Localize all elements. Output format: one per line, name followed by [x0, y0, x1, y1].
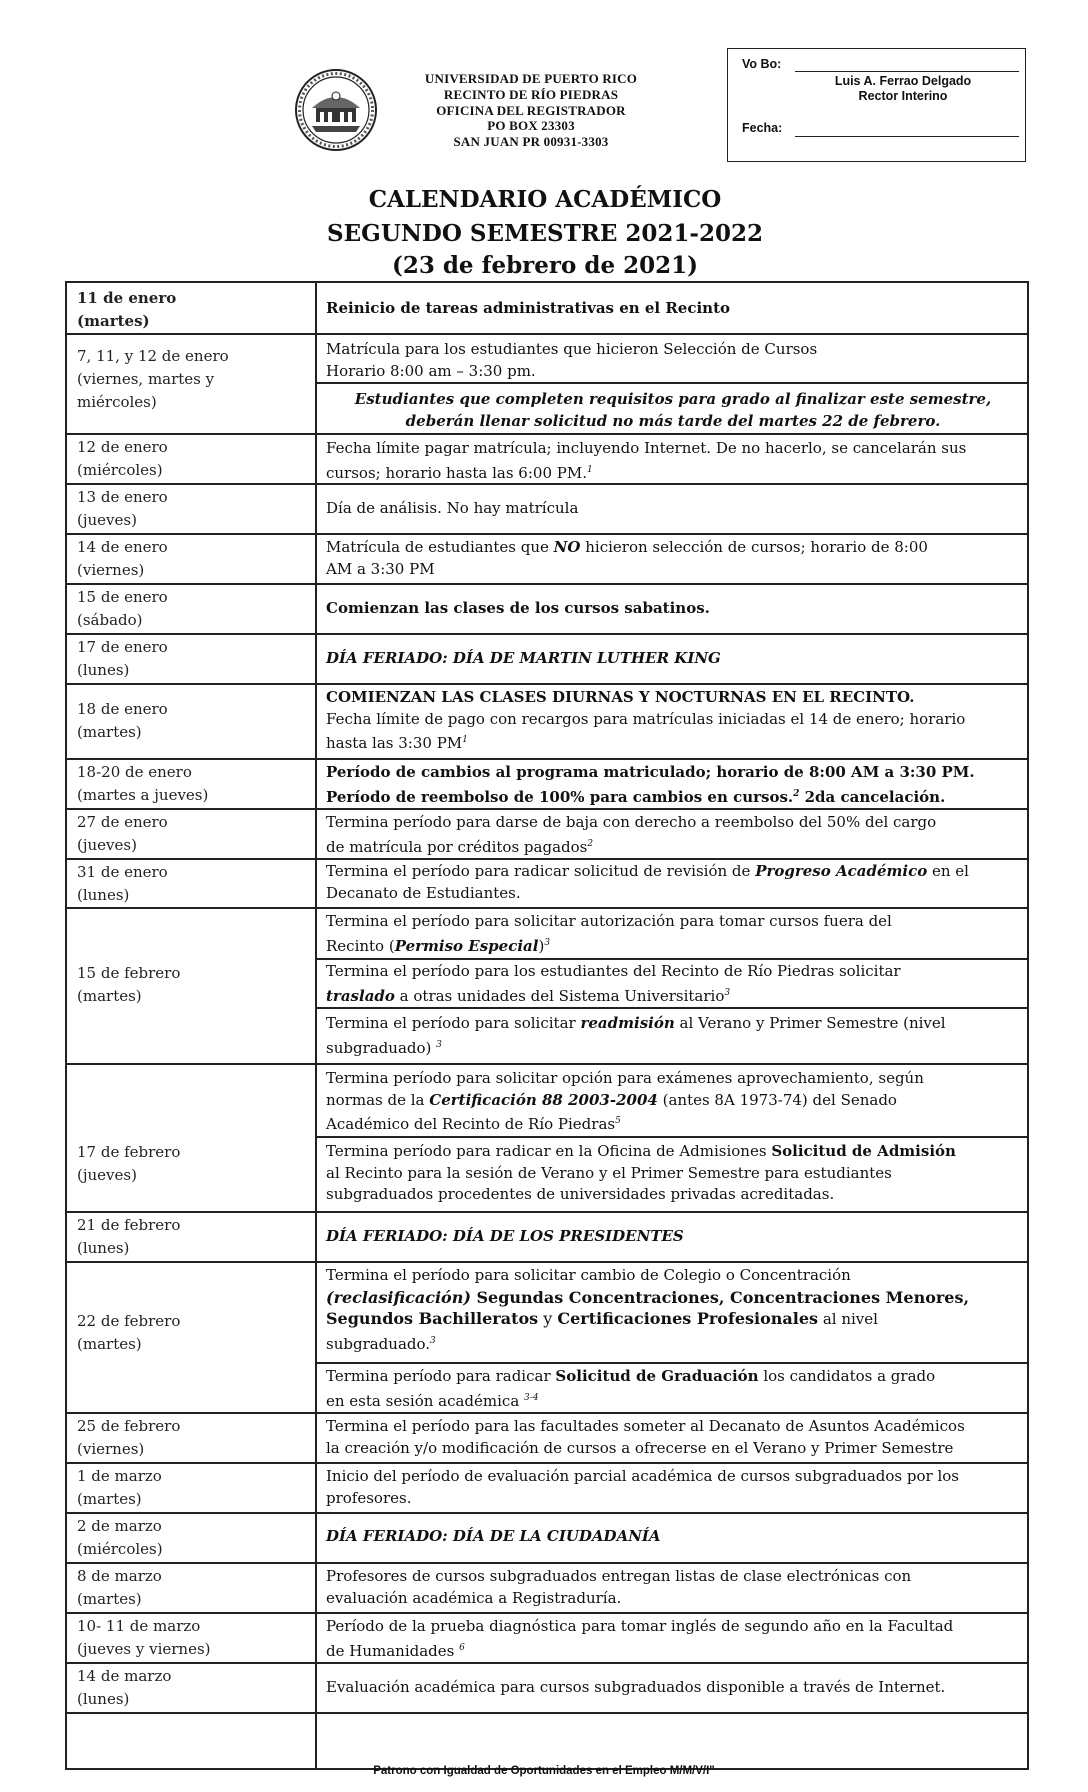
univ-line: RECINTO DE RÍO PIEDRAS	[443, 86, 619, 102]
row-date: 21 de febrero (lunes)	[77, 1216, 181, 1257]
approval-box	[727, 48, 1026, 162]
row-description: Comienzan las clases de los cursos sabatinos.	[326, 599, 710, 617]
row-description: Matrícula de estudiantes que NO hicieron selección de cursos; horario de 8:00 AM a 3:30 PM	[326, 538, 928, 578]
row-description: DÍA FERIADO: DÍA DE LOS PRESIDENTES	[326, 1227, 684, 1245]
row-subentry: Termina el período para solicitar autorización para tomar cursos fuera del Recinto (Permiso Especial)$^3$	[326, 912, 892, 955]
row-description: DÍA FERIADO: DÍA DE LA CIUDADANÍA	[326, 1527, 661, 1545]
row-date: 15 de febrero (martes)	[77, 964, 181, 1005]
row-description: DÍA FERIADO: DÍA DE MARTIN LUTHER KING	[326, 649, 721, 667]
row-description: Termina período para darse de baja con derecho a reembolso del 50% del cargo de matrícula por créditos pagados$^2$	[326, 813, 937, 856]
row-date: 14 de marzo (lunes)	[77, 1667, 172, 1708]
row-description: Inicio del período de evaluación parcial académica de cursos subgraduados por los profesores.	[326, 1467, 959, 1507]
equal-opportunity-footer: Patrono con Igualdad de Oportunidades en el Empleo M/M/V/I"	[373, 1765, 715, 1777]
row-description: COMIENZAN LAS CLASES DIURNAS Y NOCTURNAS EN EL RECINTO. Fecha límite de pago con recargos para matrículas iniciadas el 14 de enero; horario hasta las 3:30 $PM^1$	[326, 688, 966, 752]
row-date: 15 de enero (sábado)	[77, 588, 168, 629]
row-date: 8 de marzo (martes)	[77, 1567, 162, 1608]
row-date: 10- 11 de marzo (jueves y viernes)	[77, 1617, 211, 1658]
row-date: 12 de enero (miércoles)	[77, 438, 168, 479]
page-title: CALENDARIO ACADÉMICO	[368, 186, 722, 213]
univ-line: OFICINA DEL REGISTRADOR	[436, 102, 626, 118]
row-description: Período de la prueba diagnóstica para tomar inglés de segundo año en la Facultad de Humanidades $^6$	[326, 1617, 954, 1660]
row-date: 22 de febrero (martes)	[77, 1312, 181, 1353]
row-description: Período de cambios al programa matriculado; horario de 8:00 AM a 3:30 PM. Período de reembolso de 100% para cambios en cursos.$^2$ 2da cancelación.	[326, 763, 975, 806]
row-subentry: Termina período para radicar en la Oficina de Admisiones Solicitud de Admisión al Recinto para la sesión de Verano y el Primer Semestre para estudiantes subgraduados procedentes de universidades privadas acreditadas.	[326, 1142, 956, 1203]
column-divider	[315, 283, 317, 1768]
row-subentry: Termina período para radicar Solicitud de Graduación los candidatos a grado en esta sesión académica $^{3-4}$	[326, 1367, 936, 1410]
row-date: 2 de marzo (miércoles)	[77, 1517, 163, 1558]
row-description: Termina el período para las facultades someter al Decanato de Asuntos Académicos la creación y/o modificación de cursos a ofrecerse en el Verano y Primer Semestre	[326, 1417, 965, 1457]
univ-line: PO BOX 23303	[487, 118, 575, 134]
row-date: 18-20 de enero (martes a jueves)	[77, 763, 209, 804]
row-date: 31 de enero (lunes)	[77, 863, 168, 904]
row-date: 11 de enero (martes)	[77, 289, 177, 330]
row-date: 17 de enero (lunes)	[77, 638, 168, 679]
university-seal-logo	[294, 68, 378, 152]
vobo-label: Vo Bo:	[742, 57, 782, 71]
row-date: 25 de febrero (viernes)	[77, 1417, 181, 1458]
row-description: Evaluación académica para cursos subgraduados disponible a través de Internet.	[326, 1678, 946, 1696]
row-date: 27 de enero (jueves)	[77, 813, 168, 854]
signer-name: Luis A. Ferrao Delgado	[834, 74, 972, 88]
page-date: (23 de febrero de 2021)	[391, 252, 699, 279]
row-description: Matrícula para los estudiantes que hicieron Selección de Cursos Horario 8:00 am – 3:30 pm.	[326, 340, 818, 380]
univ-line: SAN JUAN PR 00931-3303	[453, 134, 609, 150]
vobo-signature-line	[795, 71, 1019, 72]
row-description: Profesores de cursos subgraduados entregan listas de clase electrónicas con evaluación académica a Registraduría.	[326, 1567, 912, 1607]
university-address-block	[396, 71, 666, 150]
signer-block	[788, 74, 1018, 104]
fecha-line	[795, 136, 1019, 137]
signer-title: Rector Interino	[858, 89, 948, 103]
row-description: Reinicio de tareas administrativas en el Recinto	[326, 299, 731, 317]
row-description-note: Estudiantes que completen requisitos para grado al finalizar este semestre, deberán llenar solicitud no más tarde del martes 22 de febrero.	[354, 390, 992, 430]
row-description: Fecha límite pagar matrícula; incluyendo Internet. De no hacerlo, se cancelarán sus cursos; horario hasta las 6:00 PM.$^1$	[326, 439, 967, 482]
row-date: 7, 11, y 12 de enero (viernes, martes y miércoles)	[77, 347, 229, 411]
row-date: 17 de febrero (jueves)	[77, 1143, 181, 1184]
row-date: 14 de enero (viernes)	[77, 538, 168, 579]
row-subentry: Termina el período para solicitar cambio de Colegio o Concentración (reclasificación) Segundas Concentraciones, Concentraciones Menores, Segundos Bachilleratos y Certificaciones Profesionales al nivel subgraduado.$^3$	[326, 1266, 970, 1353]
row-description: Termina el período para radicar solicitud de revisión de Progreso Académico en el Decanato de Estudiantes.	[326, 862, 969, 902]
row-description: Día de análisis. No hay matrícula	[326, 499, 579, 517]
row-subentry: Termina el período para los estudiantes del Recinto de Río Piedras solicitar traslado a otras unidades del Sistema Universitario$^3$	[326, 962, 901, 1005]
fecha-label: Fecha:	[742, 121, 783, 135]
row-subentry: Termina el período para solicitar readmisión al Verano y Primer Semestre (nivel subgraduado) $^3$	[326, 1014, 946, 1057]
row-date: 1 de marzo (martes)	[77, 1467, 162, 1508]
row-date: 13 de enero (jueves)	[77, 488, 168, 529]
row-date: 18 de enero (martes)	[77, 700, 168, 741]
row-subentry: Termina período para solicitar opción para exámenes aprovechamiento, según normas de la Certificación 88 2003-2004 (antes 8A 1973-74) del Senado Académico del Recinto de Río Piedras$^5$	[326, 1069, 924, 1133]
calendar-table	[65, 281, 1029, 1770]
univ-line: UNIVERSIDAD DE PUERTO RICO	[424, 71, 638, 86]
page-subtitle: SEGUNDO SEMESTRE 2021-2022	[327, 220, 763, 247]
